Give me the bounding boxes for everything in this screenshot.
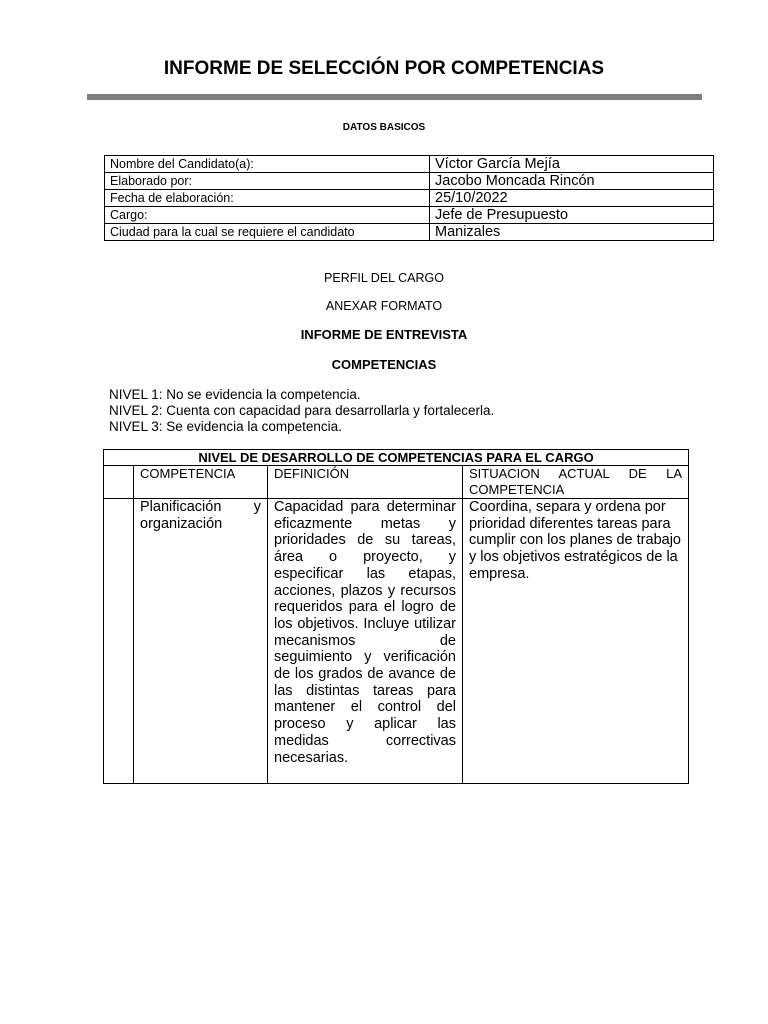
basic-data-table [104,155,714,241]
level-item: NIVEL 2: Cuenta con capacidad para desarrollarla y fortalecerla. [109,403,495,418]
definition-header: DEFINICIÓN [268,466,463,499]
table-row [105,156,714,173]
attach-note: ANEXAR FORMATO [325,299,443,313]
table-row [104,499,689,784]
table-row [105,207,714,224]
competence-cell [134,499,268,784]
interview-heading: INFORME DE ENTREVISTA [300,327,468,342]
current-status-header-line1: SITUACION ACTUAL DE LA [469,466,683,481]
row-label: Cargo: [105,207,430,224]
competence-line2: organización [140,515,223,532]
profile-heading: PERFIL DEL CARGO [324,271,444,285]
row-label: Elaborado por: [105,173,430,190]
level-list [109,387,494,435]
row-label: Fecha de elaboración: [105,190,430,207]
row-label: Ciudad para la cual se requiere el candidato [105,224,430,241]
index-header-cell [104,466,134,499]
title-divider [87,94,702,100]
table-header-row [104,466,689,499]
row-label: Nombre del Candidato(a): [105,156,430,173]
index-cell [104,499,134,784]
definition-cell: Capacidad para determinar eficazmente metas y prioridades de su tareas, área o proyecto, y especificar las etapas, acciones, plazos y recursos requeridos para el logro de los objetivos. Incluye utilizar mecanismos de seguimiento y verificación de los grados de avance de las distintas tareas para mantener el control del proceso y aplicar las medidas correctivas necesarias. [268,499,463,784]
table-row [105,224,714,241]
competencies-heading: COMPETENCIAS [331,357,437,372]
current-status-header [463,466,689,499]
row-value: Manizales [430,224,714,241]
competence-line1: Planificación y [140,499,261,515]
level-item: NIVEL 1: No se evidencia la competencia. [109,387,361,402]
competency-table [103,449,689,784]
row-value: Víctor García Mejía [430,156,714,173]
row-value: Jacobo Moncada Rincón [430,173,714,190]
competence-header: COMPETENCIA [134,466,268,499]
level-item: NIVEL 3: Se evidencia la competencia. [109,419,342,434]
basic-data-heading: DATOS BASICOS [342,122,426,133]
competency-table-caption: NIVEL DE DESARROLLO DE COMPETENCIAS PARA EL CARGO [104,450,689,466]
current-status-cell: Coordina, separa y ordena por prioridad diferentes tareas para cumplir con los planes de trabajo y los objetivos estratégicos de la empresa. [463,499,689,784]
row-value: 25/10/2022 [430,190,714,207]
table-row [105,190,714,207]
current-status-header-line2: COMPETENCIA [469,482,565,497]
row-value: Jefe de Presupuesto [430,207,714,224]
table-row [105,173,714,190]
document-title: INFORME DE SELECCIÓN POR COMPETENCIAS [163,58,605,79]
